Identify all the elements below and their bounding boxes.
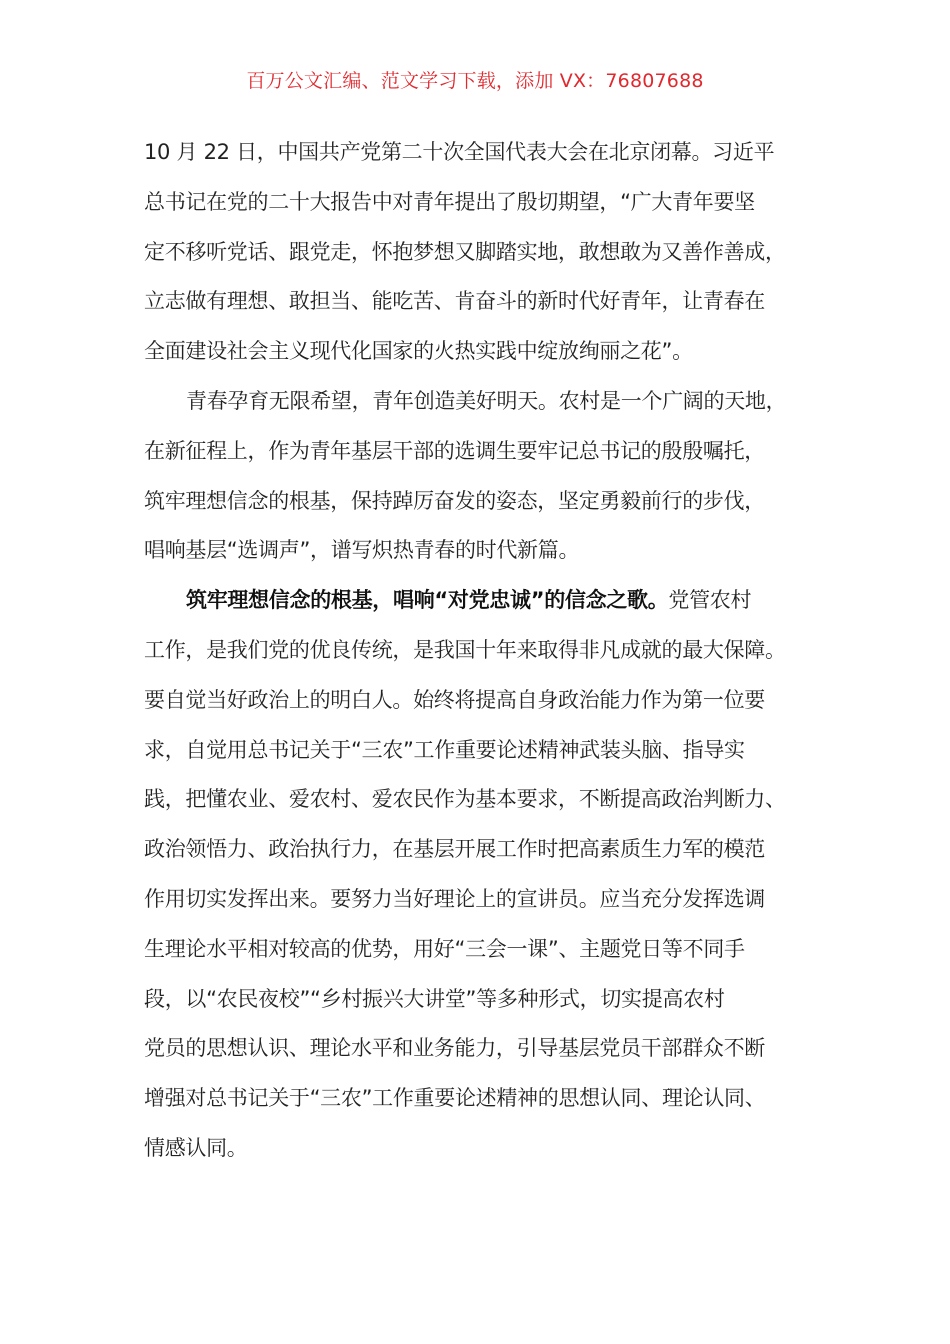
text-line: 作用切实发挥出来。要努力当好理论上的宣讲员。应当充分发挥选调 — [144, 886, 765, 911]
paragraph-3 — [144, 581, 824, 1179]
text-line: 政治领悟力、政治执行力，在基层开展工作时把高素质生力军的模范 — [144, 837, 765, 862]
paragraph-2 — [144, 382, 824, 581]
text-line: 全面建设社会主义现代化国家的火热实践中绽放绚丽之花”。 — [144, 339, 693, 364]
text-line: 总书记在党的二十大报告中对青年提出了殷切期望，“广大青年要坚 — [144, 189, 755, 214]
text-line: 定不移听党话、跟党走，怀抱梦想又脚踏实地，敢想敢为又善作善成， — [144, 239, 786, 264]
section-heading: 筑牢理想信念的根基，唱响“对党忠诚”的信念之歌。 — [186, 588, 669, 613]
text-line: 立志做有理想、敢担当、能吃苦、肯奋斗的新时代好青年，让青春在 — [144, 289, 765, 314]
text-line: 党员的思想认识、理论水平和业务能力，引导基层党员干部群众不断 — [144, 1036, 765, 1061]
document-body — [144, 133, 824, 1179]
text-line: 要自觉当好政治上的明白人。始终将提高自身政治能力作为第一位要 — [144, 687, 765, 712]
text-line: 唱响基层“选调声”，谱写炽热青春的时代新篇。 — [144, 538, 580, 563]
text-line: 在新征程上，作为青年基层干部的选调生要牢记总书记的殷殷嘱托， — [144, 438, 765, 463]
text-line: 段，以“农民夜校”“乡村振兴大讲堂”等多种形式，切实提高农村 — [144, 986, 725, 1011]
text-line: 生理论水平相对较高的优势，用好“三会一课”、主题党日等不同手 — [144, 936, 745, 961]
text-line: 筑牢理想信念的根基，保持踔厉奋发的姿态，坚定勇毅前行的步伐， — [144, 488, 765, 513]
text-line: 增强对总书记关于“三农”工作重要论述精神的思想认同、理论认同、 — [144, 1086, 766, 1111]
text-line: 践，把懂农业、爱农村、爱农民作为基本要求，不断提高政治判断力、 — [144, 787, 786, 812]
text-line — [144, 581, 824, 631]
watermark-header: 百万公文汇编、范文学习下载，添加 VX：76807688 — [246, 70, 704, 92]
paragraph-1 — [144, 133, 824, 382]
text-line: 情感认同。 — [144, 1135, 248, 1160]
text-line: 工作，是我们党的优良传统，是我国十年来取得非凡成就的最大保障。 — [144, 637, 786, 662]
text-line: 10 月 22 日，中国共产党第二十次全国代表大会在北京闭幕。习近平 — [144, 140, 775, 164]
text-span: 党管农村 — [668, 588, 752, 613]
text-line: 青春孕育无限希望，青年创造美好明天。农村是一个广阔的天地， — [186, 388, 787, 413]
text-line: 求，自觉用总书记关于“三农”工作重要论述精神武装头脑、指导实 — [144, 737, 745, 762]
